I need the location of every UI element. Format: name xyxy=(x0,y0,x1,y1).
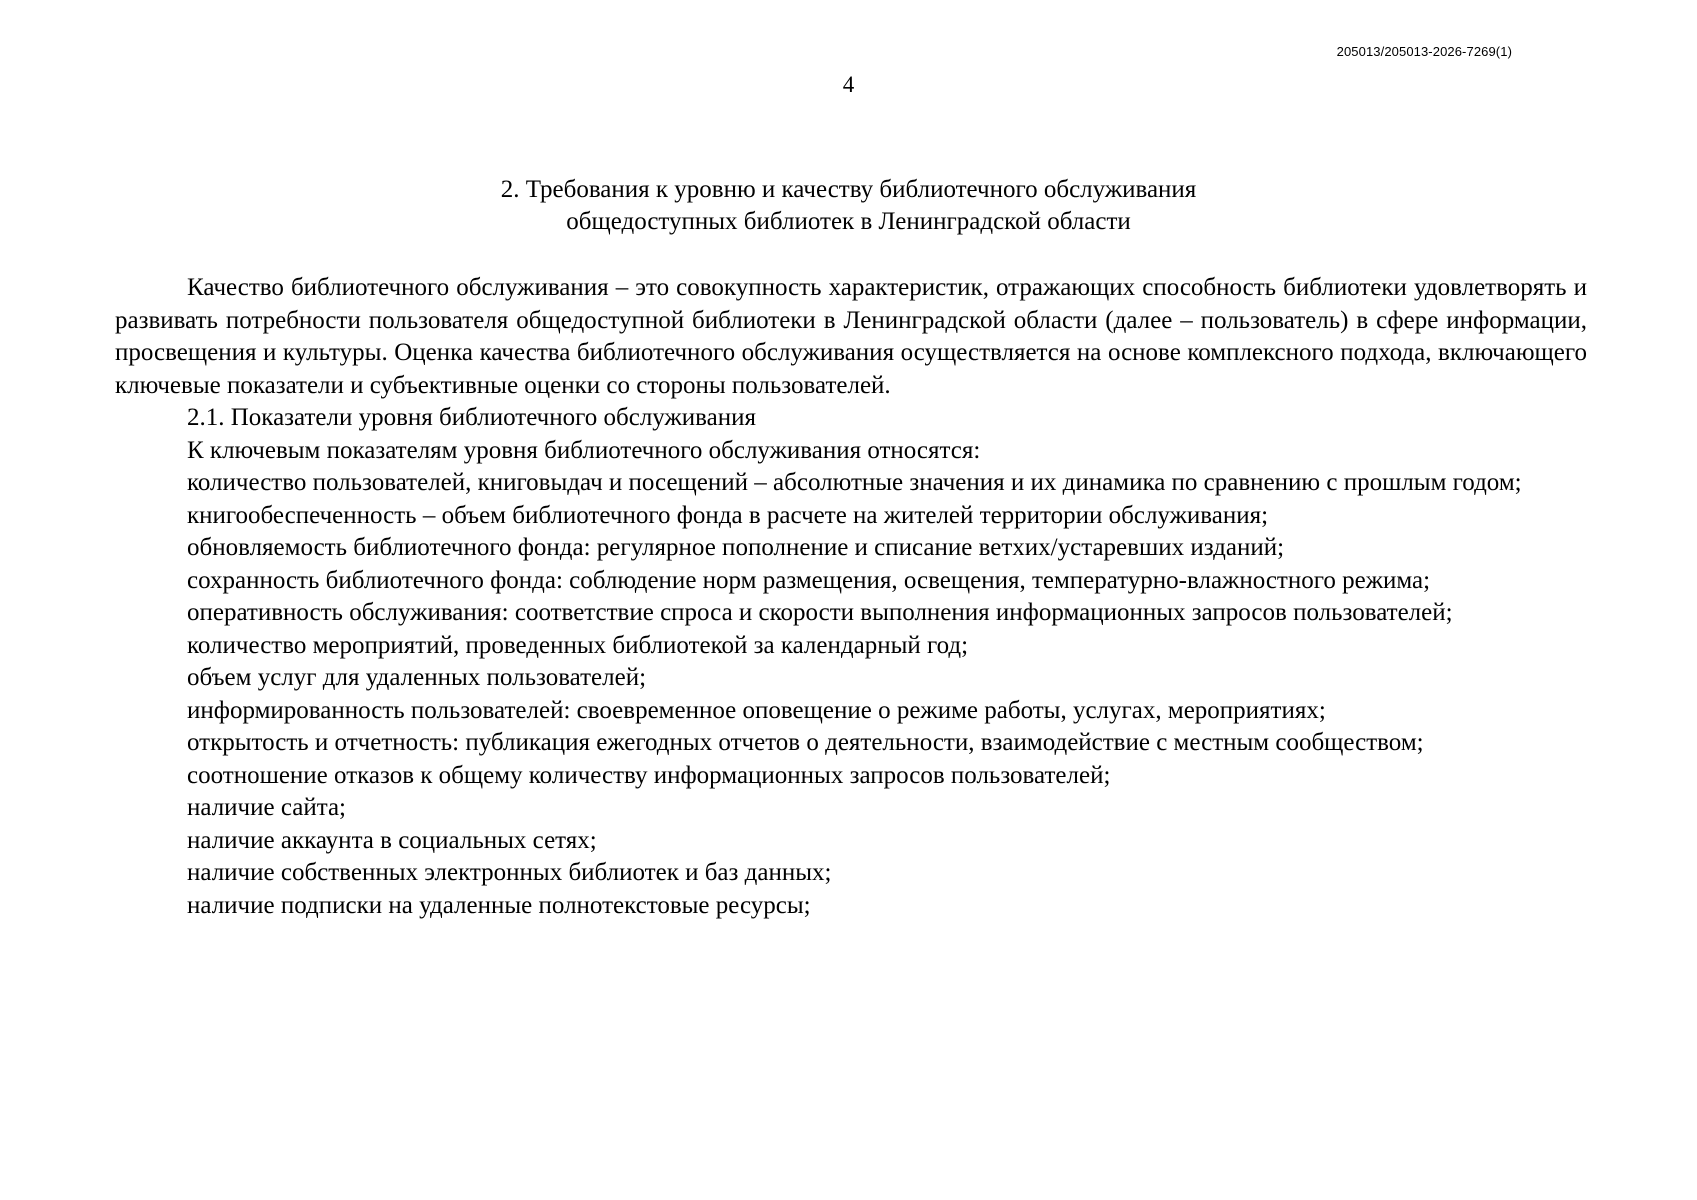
indicator-item: наличие аккаунта в социальных сетях; xyxy=(187,826,597,854)
indicator-item: количество мероприятий, проведенных библиотекой за календарный год; xyxy=(187,631,969,659)
document-body xyxy=(115,272,1587,922)
indicator-item: соотношение отказов к общему количеству информационных запросов пользователей; xyxy=(187,761,1111,789)
indicator-item: оперативность обслуживания: соответствие спроса и скорости выполнения информационных запросов пользователей; xyxy=(187,599,1453,626)
indicator-item: обновляемость библиотечного фонда: регулярное пополнение и списание ветхих/устаревших изданий; xyxy=(187,534,1285,561)
indicator-item: наличие подписки на удаленные полнотекстовые ресурсы; xyxy=(187,891,811,919)
section-title-line-1: 2. Требования к уровню и качеству библиотечного обслуживания xyxy=(500,176,1197,203)
indicator-item: наличие сайта; xyxy=(187,794,346,821)
indicator-item: объем услуг для удаленных пользователей; xyxy=(187,664,647,691)
indicator-item: открытость и отчетность: публикация ежегодных отчетов о деятельности, взаимодействие с местным сообществом; xyxy=(187,729,1424,756)
section-title-line-2: общедоступных библиотек в Ленинградской области xyxy=(566,208,1131,235)
page-number: 4 xyxy=(842,72,855,97)
indicator-item: информированность пользователей: своевременное оповещение о режиме работы, услугах, мероприятиях; xyxy=(187,696,1326,724)
subsection-heading: 2.1. Показатели уровня библиотечного обслуживания xyxy=(187,404,756,431)
section-title xyxy=(310,174,1387,238)
indicator-item: количество пользователей, книговыдач и посещений – абсолютные значения и их динамика по сравнению с прошлым годом; xyxy=(187,469,1522,496)
indicator-item: наличие собственных электронных библиотек и баз данных; xyxy=(187,859,832,886)
indicator-item: сохранность библиотечного фонда: соблюдение норм размещения, освещения, температурно-влажностного режима; xyxy=(187,566,1431,594)
indicator-item: книгообеспеченность – объем библиотечного фонда в расчете на жителей территории обслуживания; xyxy=(187,501,1269,529)
list-intro: К ключевым показателям уровня библиотечного обслуживания относятся: xyxy=(187,436,981,464)
document-id: 205013/205013-2026-7269(1) xyxy=(1336,44,1512,59)
intro-paragraph: Качество библиотечного обслуживания – это совокупность характеристик, отражающих способность библиотеки удовлетворять и развивать потребности пользователя общедоступной библиотеки в Ленинградской области (далее – пользователь) в сфере информации, просвещения и культуры. Оценка качества библиотечного обслуживания осуществляется на основе комплексного подхода, включающего ключевые показатели и субъективные оценки со стороны пользователей. xyxy=(115,274,1587,399)
